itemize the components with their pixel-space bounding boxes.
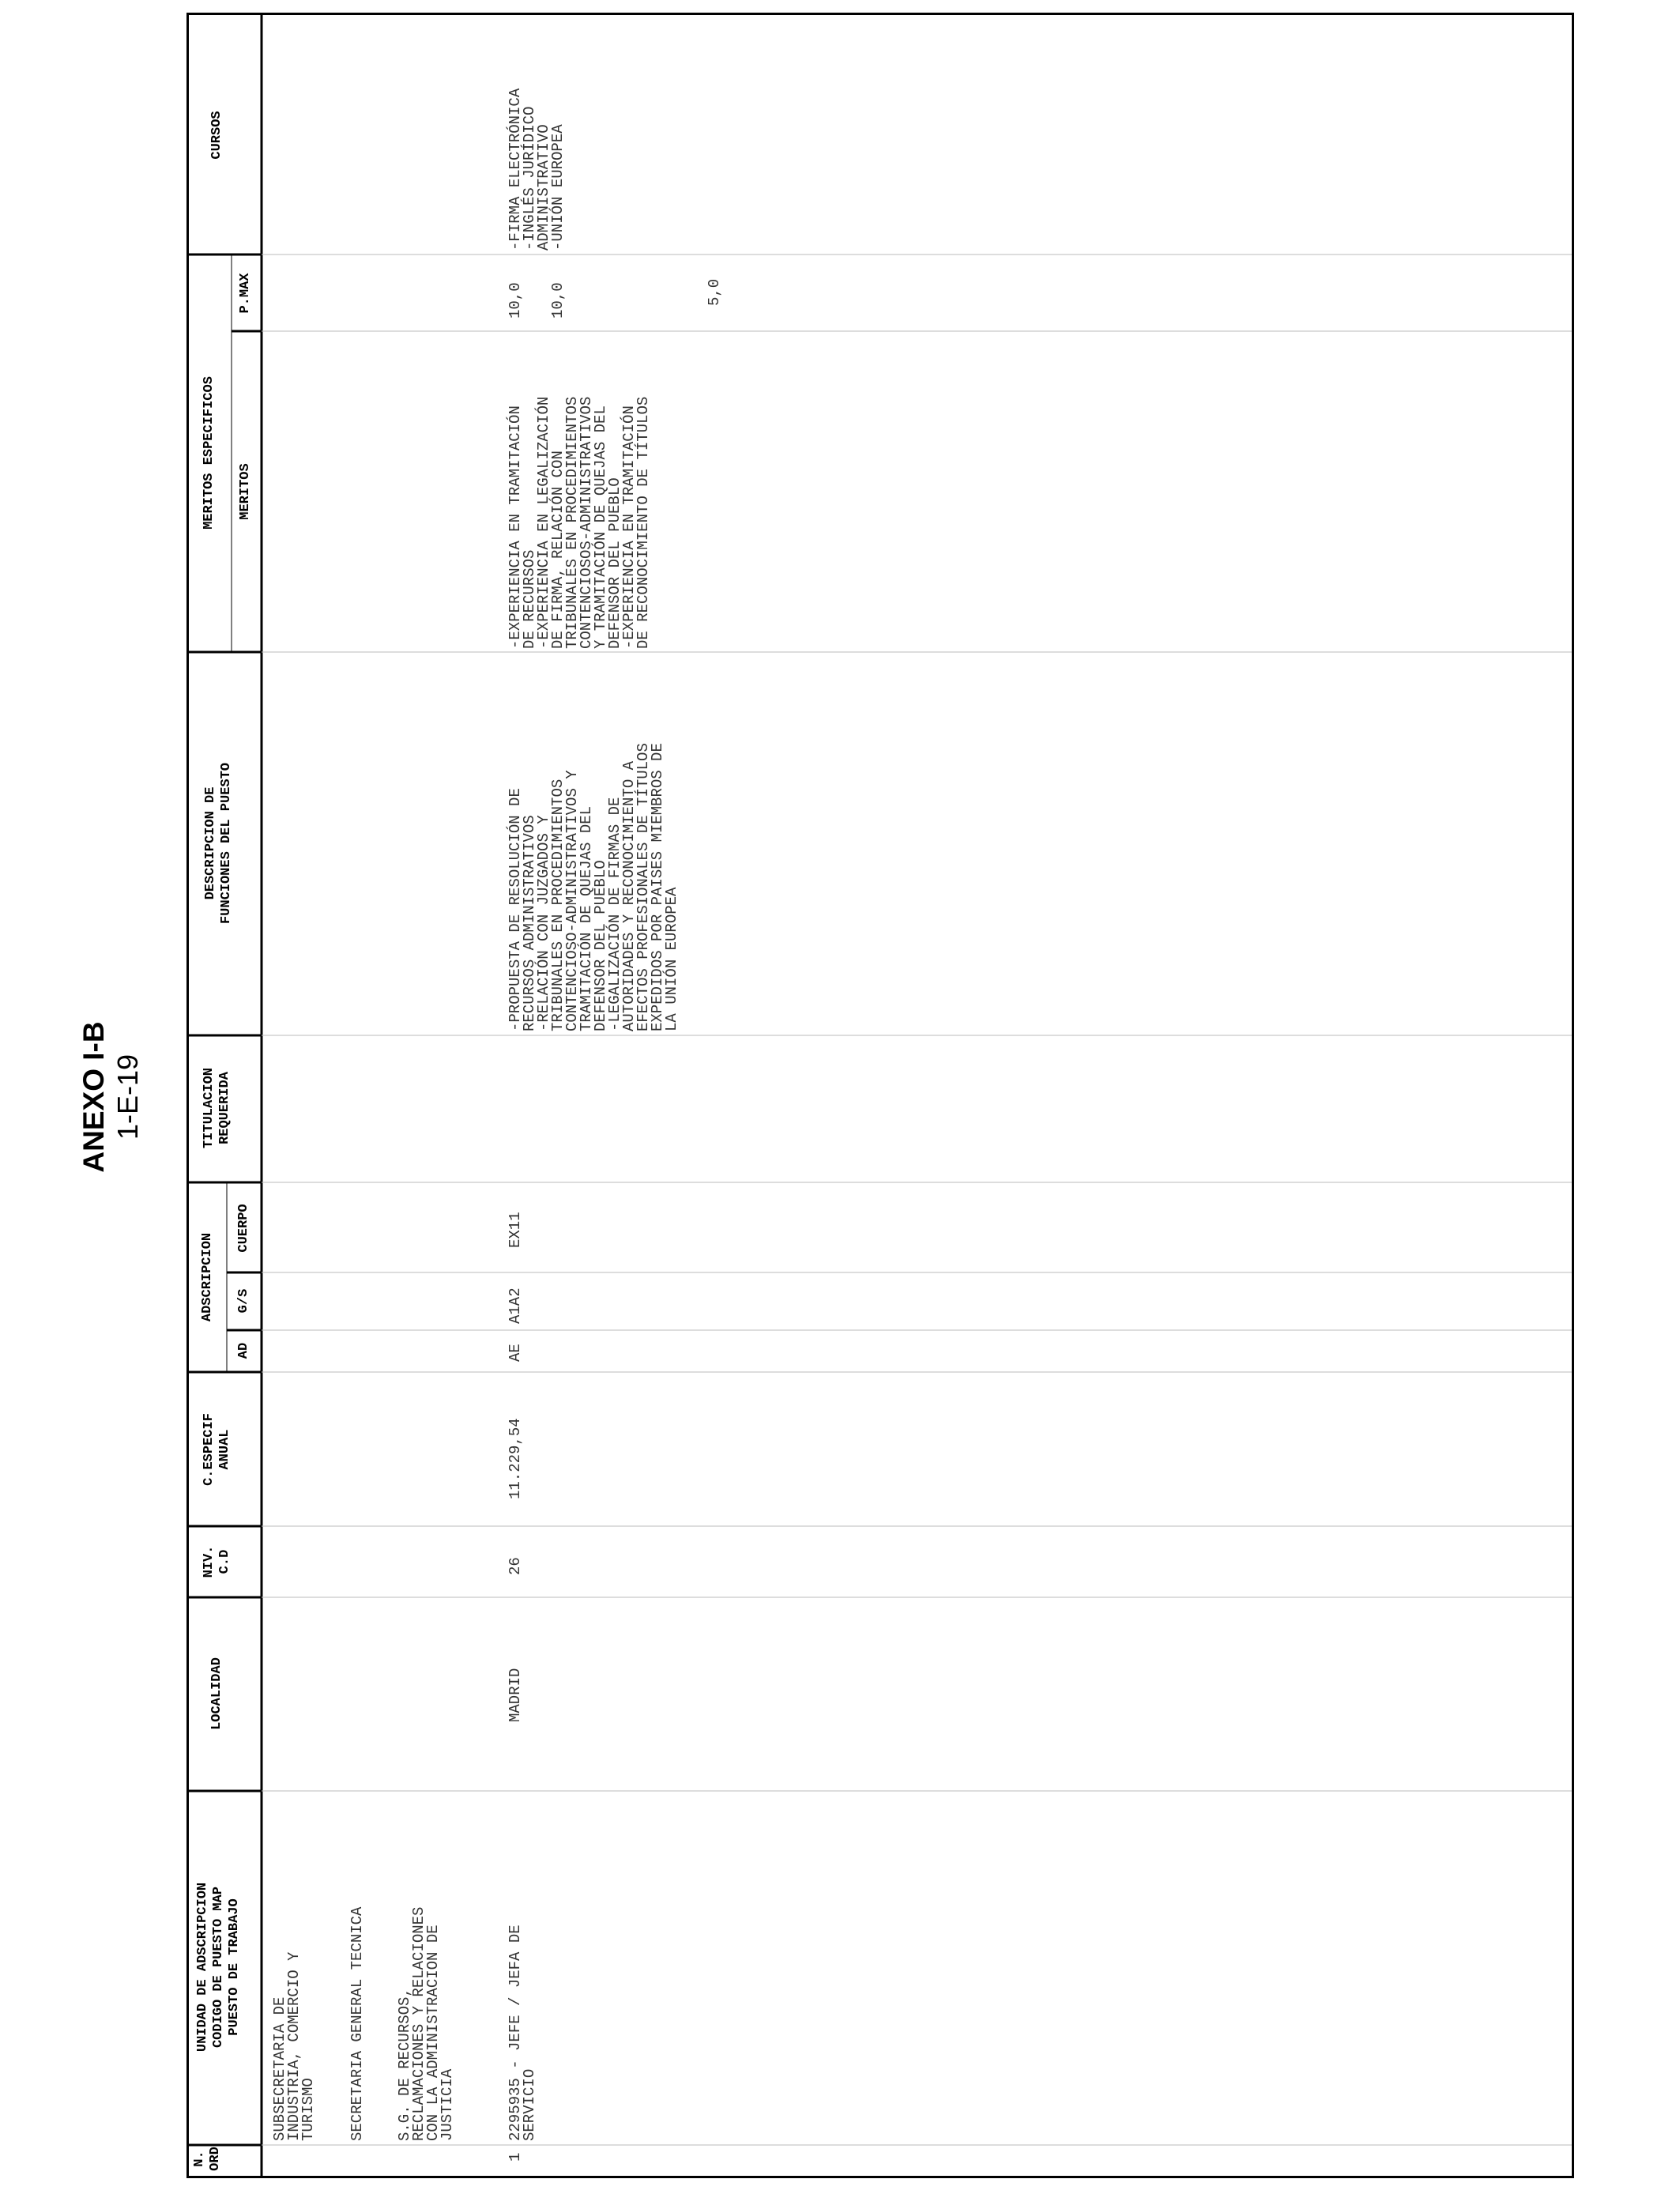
header-adscripcion: ADSCRIPCION (200, 1232, 215, 1322)
header-cuerpo: CUERPO (236, 1204, 251, 1253)
header-n-ord: N. ORD (192, 2147, 223, 2171)
header-titulacion: TITULACION REQUERIDA (202, 1067, 232, 1149)
row-nivel: 26 (507, 1557, 524, 1575)
table-frame (186, 13, 1574, 2178)
row-pmax-3: 5,0 (706, 278, 723, 306)
row-n-ord: 1 (507, 2152, 524, 2162)
header-meritos: MERITOS (238, 463, 253, 520)
row-pmax-2: 10,0 (549, 282, 567, 319)
table-grid (189, 15, 1572, 2176)
row-descripcion: -PROPUESTA DE RESOLUCIÓN DE RECURSOS ADMINISTRATIVOS -RELACIÓN CON JUZGADOS Y TRIBUNALES EN PROCEDIMIENTOS CONTENCIOSO-ADMINISTRATIVOS Y TRAMITACIÓN DE QUEJAS DEL DEFENSOR DEL PUEBLO -LEGALIZACIÓN DE FIRMAS DE AUTORIDADES Y RECONOCIMIENTO A EFECTOS PROFESIONALES DE TÍTULOS EXPEDIDOS POR PAISES MIEMBROS DE LA UNIÓN EUROPEA (507, 743, 680, 1031)
header-nivel: NIV. C.D (202, 1545, 232, 1578)
header-especifico: C.ESPECIF ANUAL (202, 1413, 232, 1486)
unit-subsecretaria: SUBSECRETARIA DE INDUSTRIA, COMERCIO Y TURISMO (271, 1951, 317, 2141)
title-block (77, 1021, 145, 1172)
row-pmax-1: 10,0 (507, 282, 524, 319)
header-gs: G/S (236, 1288, 251, 1314)
row-localidad: MADRID (507, 1668, 524, 1722)
row-ad: AE (507, 1344, 524, 1362)
row-gs: A1A2 (507, 1287, 524, 1324)
unit-sg-recursos: S.G. DE RECURSOS, RECLAMACIONES Y RELACIONES CON LA ADMINISTRACION DE JUSTICIA (396, 1906, 456, 2141)
header-cursos: CURSOS (209, 111, 224, 160)
row-cuerpo: EX11 (507, 1212, 524, 1248)
unit-secretaria-general: SECRETARIA GENERAL TECNICA (348, 1906, 366, 2141)
header-unidad: UNIDAD DE ADSCRIPCION CODIGO DE PUESTO MAP PUESTO DE TRABAJO (195, 1882, 242, 2053)
header-ad: AD (236, 1342, 251, 1359)
header-meritos-especificos: MERITOS ESPECIFICOS (202, 376, 217, 530)
row-cursos: -FIRMA ELECTRÓNICA -INGLÉS JURÍDICO ADMINISTRATIVO -UNIÓN EUROPEA (507, 88, 567, 251)
header-descripcion: DESCRIPCION DE FUNCIONES DEL PUESTO (203, 762, 234, 925)
header-pmax: P.MAX (238, 273, 253, 314)
row-especifico: 11.229,54 (507, 1418, 524, 1499)
document-subtitle: 1-E-19 (111, 1054, 144, 1140)
row-puesto: 2295935 - JEFE / JEFA DE SERVICIO (507, 1924, 538, 2141)
document-title: ANEXO I-B (77, 1021, 110, 1173)
row-meritos: -EXPERIENCIA EN TRAMITACIÓN DE RECURSOS -EXPERIENCIA EN LEGALIZACIÓN DE FIRMA, RELACIÓN CON TRIBUNALES EN PROCEDIMIENTOS CONTENCIOSOS-ADMINISTRATIVOS Y TRAMITACIÓN DE QUEJAS DEL DEFENSOR DEL PUEBLO -EXPERIENCIA EN TRAMITACIÓN DE RECONOCIMIENTO DE TÍTULOS (507, 396, 652, 649)
header-localidad: LOCALIDAD (209, 1657, 224, 1730)
